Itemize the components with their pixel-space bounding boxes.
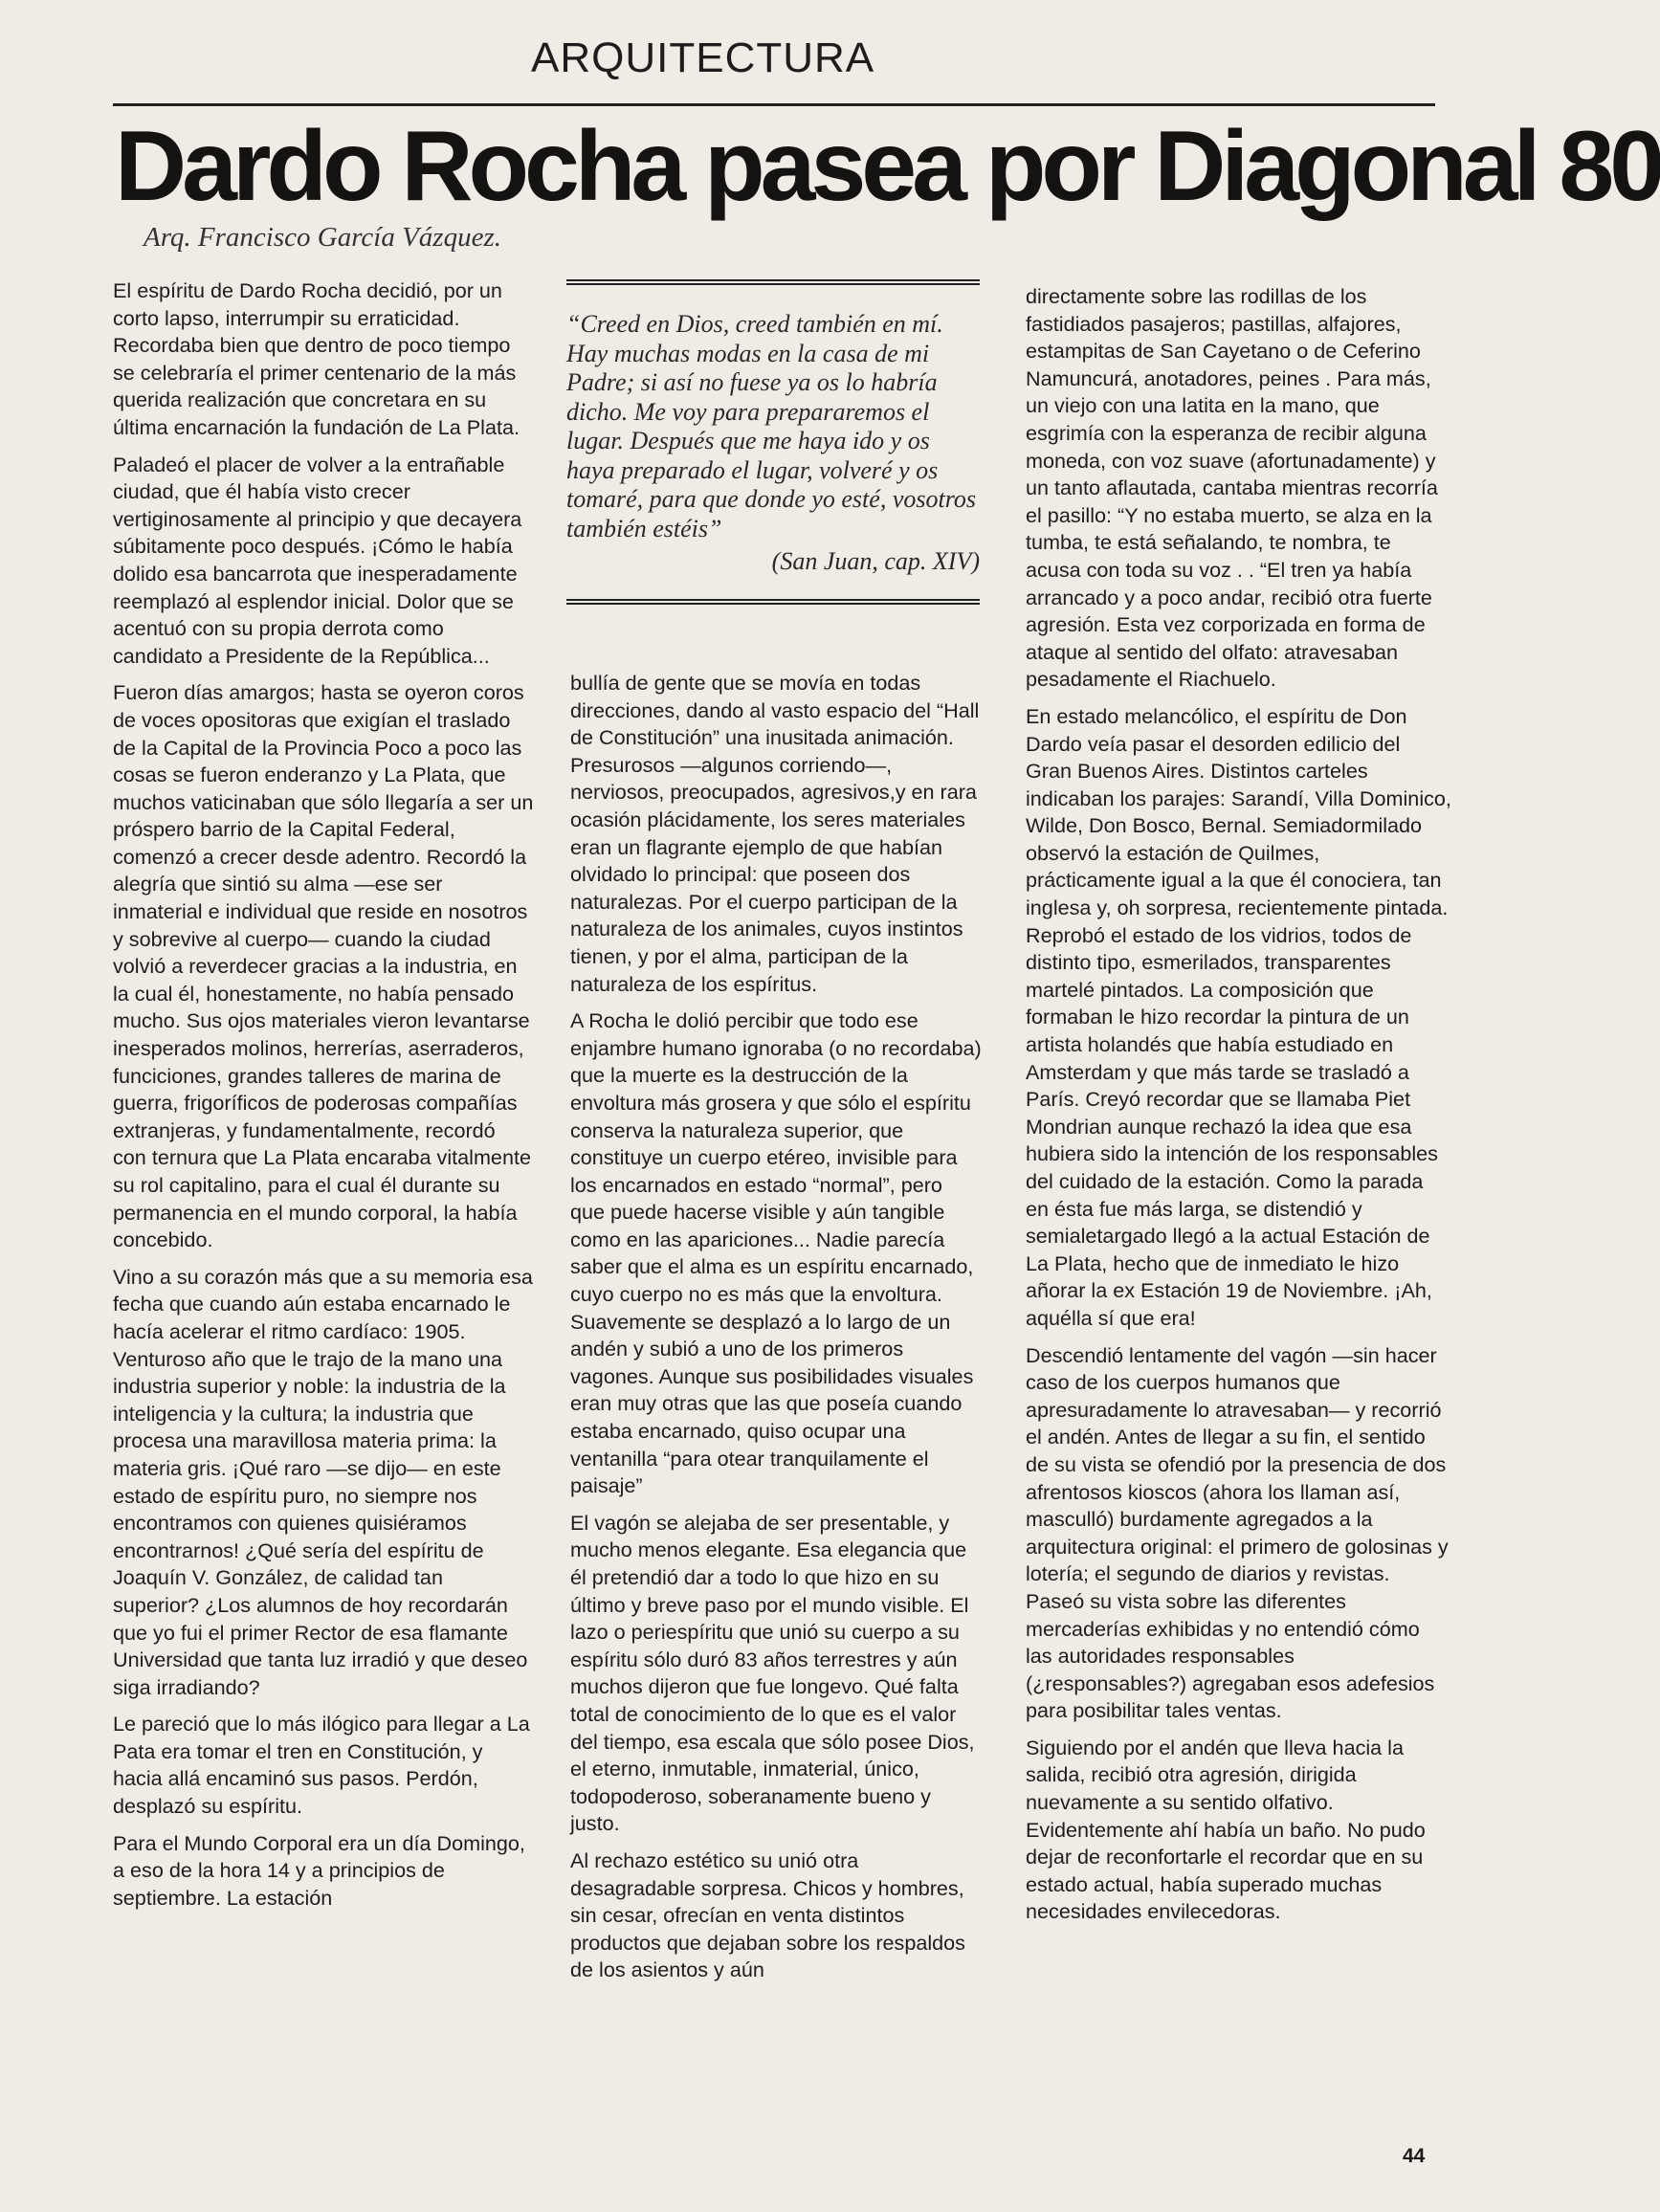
quote-source: (San Juan, cap. XIV) bbox=[771, 547, 980, 575]
page-number: 44 bbox=[1403, 2145, 1426, 2167]
paragraph: Vino a su corazón más que a su memoria esa fecha que cuando aún estaba encarnado le hacía acelerar el ritmo cardíaco: 1905. Venturoso año que le trajo de la mano una industria superior y noble: la industria de la inteligencia y la cultura; la industria que procesa una maravillosa materia prima: la materia gris. ¡Qué raro —se dijo— en este estado de espíritu puro, no siempre nos encontramos con quienes quisiéramos encontrarnos! ¿Qué sería del espíritu de Joaquín V. González, de calidad tan superior? ¿Los alumnos de hoy recordarán que yo fui el primer Rector de esa flamante Universidad que tanta luz irradió y que deseo siga irradiando? bbox=[113, 1264, 533, 1699]
paragraph: El vagón se alejaba de ser presentable, y mucho menos elegante. Esa elegancia que él pretendió dar a todo lo que hizo en su último y breve paso por el mundo visible. El lazo o periespíritu que unió su cuerpo a su espíritu sólo duró 83 años terrestres y aún muchos dijeron que fue longevo. Qué falta total de conocimiento de lo que es el valor del tiempo, esa escala que sólo posee Dios, el eterno, inmutable, inmaterial, único, todopoderoso, soberanamente bueno y justo. bbox=[570, 1510, 975, 1836]
column-2 bbox=[570, 670, 982, 1994]
quote-text: “Creed en Dios, creed también en mí. Hay muchas modas en la casa de mi Padre; si así no fuese ya os lo habría dicho. Me voy para prepararemos el lugar. Después que me haya ido y os haya preparado el lugar, volveré y os tomaré, para que donde yo esté, vosotros también estéis” bbox=[566, 310, 976, 542]
epigraph-quote bbox=[566, 279, 980, 605]
paragraph: directamente sobre las rodillas de los fastidiados pasajeros; pastillas, alfajores, estampitas de San Cayetano o de Ceferino Namuncurá, anotadores, peines . Para más, un viejo con una latita en la mano, que esgrimía con la esperanza de recibir alguna moneda, con voz suave (afortunadamente) y un tanto aflautada, cantaba mientras recorría el pasillo: “Y no estaba muerto, se alza en la tumba, te está señalando, te nombra, te acusa con toda su voz . . “El tren ya había arrancado y a poco andar, recibió otra fuerte agresión. Esta vez corporizada en forma de ataque al sentido del olfato: atravesaban pesadamente el Riachuelo. bbox=[1026, 284, 1438, 692]
section-heading: ARQUITECTURA bbox=[531, 34, 875, 81]
column-3 bbox=[1026, 283, 1451, 1936]
paragraph: Descendió lentamente del vagón —sin hacer caso de los cuerpos humanos que apresuradamente lo atravesaban— y recorrió el andén. Antes de llegar a su fin, el sentido de su vista se ofendió por la presencia de dos afrentosos kioscos (ahora los llaman así, masculló) burdamente agregados a la arquitectura original: el primero de golosinas y lotería; el segundo de diarios y revistas. Paseó su vista sobre las diferentes mercaderías exhibidas y no entendió cómo las autoridades responsables (¿responsables?) agregaban esos adefesios para posibilitar tales ventas. bbox=[1026, 1342, 1449, 1723]
article-title: Dardo Rocha pasea por Diagonal 80 bbox=[115, 111, 1660, 222]
quote-rule-bottom bbox=[566, 599, 980, 605]
column-1 bbox=[113, 277, 534, 1921]
quote-rule-top bbox=[566, 279, 980, 285]
paragraph: Paladeó el placer de volver a la entrañable ciudad, que él había visto crecer vertiginosamente al principio y que decayera súbitamente poco después. ¡Cómo le había dolido esa bancarrota que inesperadamente reemplazó al esplendor inicial. Dolor que se acentuó con su propia derrota como candidato a Presidente de la República... bbox=[113, 452, 522, 668]
paragraph: A Rocha le dolió percibir que todo ese enjambre humano ignoraba (o no recordaba) que la muerte es la destrucción de la envoltura más grosera y que sólo el espíritu conserva la naturaleza superior, que constituye un cuerpo etéreo, invisible para los encarnados en estado “normal”, pero que puede hacerse visible y aún tangible como en las apariciones... Nadie parecía saber que el alma es un espíritu encarnado, cuyo cuerpo no es más que la envoltura. Suavemente se desplazó a lo largo de un andén y subió a uno de los primeros vagones. Aunque sus posibilidades visuales eran muy otras que las que poseía cuando estaba encarnado, quiso ocupar una ventanilla “para otear tranquilamente el paisaje” bbox=[570, 1008, 982, 1498]
paragraph: Para el Mundo Corporal era un día Domingo, a eso de la hora 14 y a principios de septiembre. La estación bbox=[113, 1830, 525, 1910]
paragraph: Le pareció que lo más ilógico para llegar a La Pata era tomar el tren en Constitución, y hacia allá encaminó sus pasos. Perdón, desplazó su espíritu. bbox=[113, 1712, 530, 1819]
article-author: Arq. Francisco García Vázquez. bbox=[144, 222, 501, 253]
paragraph: En estado melancólico, el espíritu de Don Dardo veía pasar el desorden edilicio del Gran Buenos Aires. Distintos carteles indicaban los parajes: Sarandí, Villa Dominico, Wilde, Don Bosco, Bernal. Semiadormilado observó la estación de Quilmes, prácticamente igual a la que él conociera, tan inglesa y, oh sorpresa, recientemente pintada. Reprobó el estado de los vidrios, todos de distinto tipo, esmerilados, transparentes martelé pintados. La composición que formaban le hizo recordar la pintura de un artista holandés que había estudiado en Amsterdam y que más tarde se trasladó a París. Creyó recordar que se llamaba Piet Mondrian aunque rechazó la idea que esa hubiera sido la intención de los responsables del cuidado de la estación. Como la parada en ésta fue más larga, se distendió y semialetargado llegó a la actual Estación de La Plata, hecho que de inmediato le hizo añorar la ex Estación 19 de Noviembre. ¡Ah, aquélla sí que era! bbox=[1026, 703, 1451, 1330]
paragraph: Siguiendo por el andén que lleva hacia la salida, recibió otra agresión, dirigida nuevamente a su sentido olfativo. Evidentemente ahí había un baño. No pudo dejar de reconfortarle el recordar que en su estado actual, había superado muchas necesidades envilecedoras. bbox=[1026, 1735, 1426, 1924]
paragraph: El espíritu de Dardo Rocha decidió, por un corto lapso, interrumpir su erraticidad. Recordaba bien que dentro de poco tiempo se celebraría el primer centenario de la más querida realización que concretara en su última encarnación la fundación de La Plata. bbox=[113, 278, 520, 439]
paragraph: Al rechazo estético su unió otra desagradable sorpresa. Chicos y hombres, sin cesar, ofrecían en venta distintos productos que dejaban sobre los respaldos de los asientos y aún bbox=[570, 1847, 965, 1982]
top-rule bbox=[113, 103, 1435, 106]
paragraph: Fueron días amargos; hasta se oyeron coros de voces opositoras que exigían el traslado de la Capital de la Provincia Poco a poco las cosas se fueron enderanzo y La Plata, que muchos vaticinaban que sólo llegaría a ser un próspero barrio de la Capital Federal, comenzó a crecer desde adentro. Recordó la alegría que sintió su alma —ese ser inmaterial e individual que reside en nosotros y sobrevive al cuerpo— cuando la ciudad volvió a reverdecer gracias a la industria, en la cual él, honestamente, no había pensado mucho. Sus ojos materiales vieron levantarse inesperados molinos, herrerías, aserraderos, funciciones, grandes talleres de marina de guerra, frigoríficos de poderosas compañías extranjeras, y fundamentalmente, recordó con ternura que La Plata encaraba vitalmente su rol capitalino, para el cual él durante su permanencia en el mundo corporal, la había concebido. bbox=[113, 680, 534, 1252]
paragraph: bullía de gente que se movía en todas direcciones, dando al vasto espacio del “Hall de Constitución” una inusitada animación. Presurosos —algunos corriendo—, nerviosos, preocupados, agresivos,y en rara ocasión plácidamente, los seres materiales eran un flagrante ejemplo de que habían olvidado lo principal: que poseen dos naturalezas. Por el cuerpo participan de la naturaleza de los animales, cuyos instintos tienen, y por el alma, participan de la naturaleza de los espíritus. bbox=[570, 671, 980, 996]
